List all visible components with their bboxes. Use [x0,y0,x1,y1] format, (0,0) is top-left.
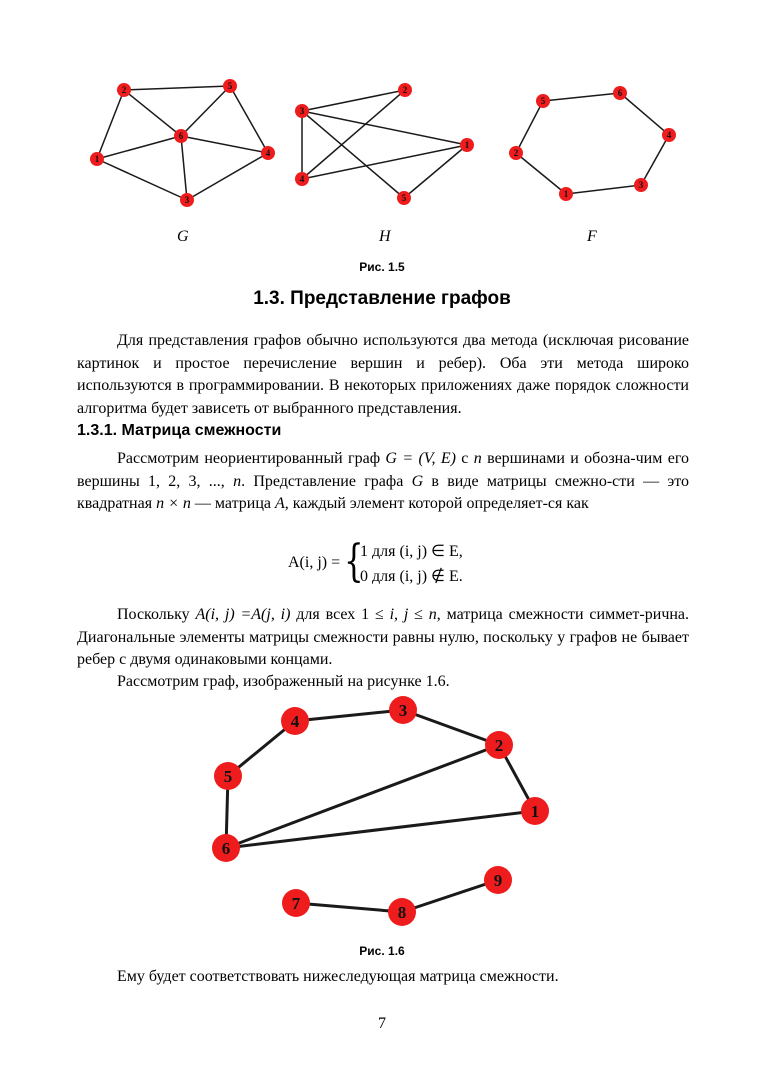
figure-1-6-caption: Рис. 1.6 [359,944,405,958]
edge [403,710,499,745]
vertex-label: 4 [666,130,672,141]
vertex-label: 1 [563,189,569,200]
subsection-heading: 1.3.1. Матрица смежности [77,422,282,439]
vertex-label: 2 [494,735,504,755]
vertex-label: 4 [290,711,300,731]
vertex-label: 2 [402,85,408,96]
edge [295,710,403,721]
vertex-label: 1 [94,154,100,165]
vertex-label: 5 [401,193,407,204]
graph-f-label: F [587,228,597,245]
intro-paragraph: Для представления графов обычно используются два метода (исключая рисование картинок и простое перечисление вершин и ребер). Оба эти метода широко используются в программировании. В некоторых приложениях даже порядок сложности алгоритма будет зависеть от выбранного представления. [77,332,689,417]
vertex-label: 3 [299,106,305,117]
vertex-label: 6 [178,131,184,142]
closing-paragraph: Ему будет соответствовать нижеследующая матрица смежности. [117,968,559,985]
formula-row-1: 1 для (i, j) ∈ E, [360,543,463,560]
graph-g-label: G [177,228,189,245]
vertex-label: 2 [513,148,519,159]
page-number: 7 [378,1015,386,1032]
vertex-label: 1 [530,801,540,821]
vertex-label: 5 [223,766,233,786]
vertex-label: 7 [291,893,301,913]
definition-paragraph: Рассмотрим неориентированный граф G = (V, E) с n вершинами и обозна-чим его вершины 1, 2, 3, ..., n. Представление графа G в виде матрицы смежно-сти — это квадратная n × n — матрица A, каждый элемент которой определяет-ся как [77,450,689,512]
vertex-label: 8 [397,902,407,922]
vertex-label: 3 [398,700,408,720]
vertex-label: 3 [638,180,644,191]
vertex-label: 3 [184,195,190,206]
symmetry-paragraph: Поскольку A(i, j) =A(j, i) для всех 1 ≤ i, j ≤ n, матрица смежности симмет-рична. Диагональные элементы матрицы смежности равны нулю, поскольку у графов не бывает ребер с двумя одинаковыми концами. [77,606,690,668]
vertex-label: 5 [540,96,546,107]
figure-1-5-caption: Рис. 1.5 [359,260,405,274]
consider-paragraph: Рассмотрим граф, изображенный на рисунке 1.6. [117,673,450,690]
edge [296,903,402,912]
vertex-label: 4 [265,148,271,159]
vertex-label: 2 [121,85,127,96]
vertex-label: 9 [493,870,503,890]
vertex-label: 1 [464,140,470,151]
vertex-label: 5 [227,81,233,92]
formula-brace: { [344,536,364,587]
formula-row-2: 0 для (i, j) ∉ E. [360,568,463,585]
vertex-label: 6 [617,88,623,99]
edge [402,880,498,912]
vertex-label: 6 [221,838,231,858]
formula-lhs: A(i, j) = [288,554,341,571]
figure-1-6-vertices [212,696,549,926]
graph-h-label: H [379,228,391,245]
vertex-label: 4 [299,174,305,185]
section-heading: 1.3. Представление графов [253,288,511,309]
